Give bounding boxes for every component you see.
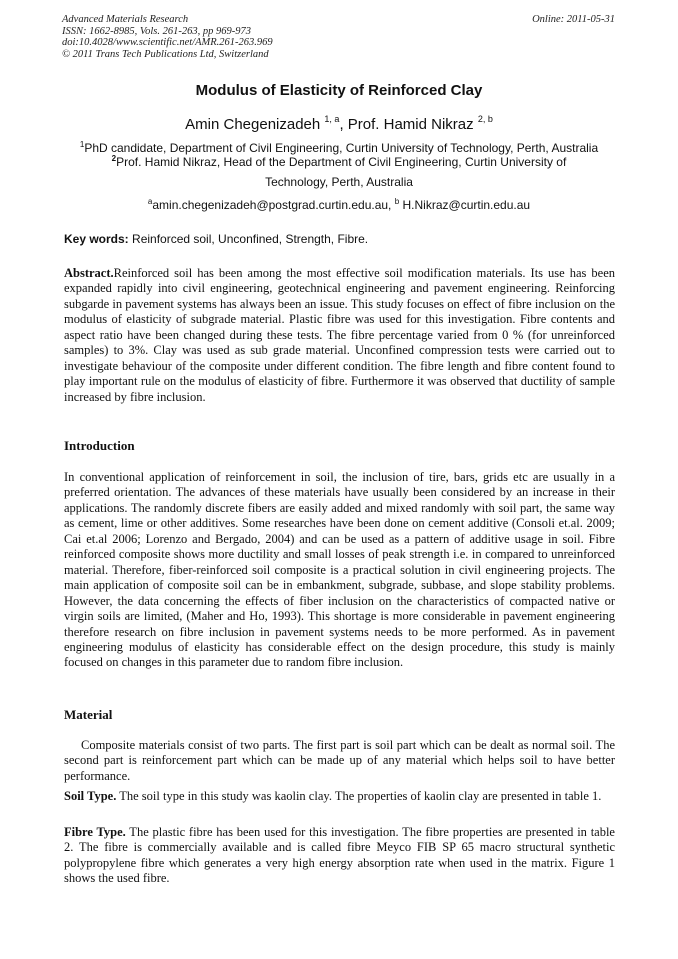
affiliation-1-text: PhD candidate, Department of Civil Engineering, Curtin University of Technology, Perth, Australia bbox=[84, 141, 599, 155]
fibre-type-label: Fibre Type. bbox=[64, 825, 126, 839]
introduction-paragraph: In conventional application of reinforcement in soil, the inclusion of tire, bars, grids etc are usually in a preferred orientation. The advances of these materials have usually been considered by an increase in their applications. The randomly discrete fibers are easily added and mixed randomly with soil part, the same way as cement, lime or other additives. Some researches have been done on cement additive (Consoli et.al. 2009; Cai et.al 2006; Lorenzo and Bergado, 2004) and can be used as a pattern of additive usage in soil. Fibre reinforced composite shows more ductility and small losses of peak strength i.e. in compared to unreinforced material. Therefore, fiber-reinforced soil composite is a practical solution in civil engineering projects. The main application of composite soil can be in embankment, subgrade, subbase, and slope stability problems. However, the data concerning the effects of fiber inclusion on the characteristics of compacted native or virgin soils are limited, (Maher and Ho, 1993). This shortage is more considerable in pavement engineering therefore research on fibre inclusion in pavement systems needs to be more performed. As in pavement engineering modulus of elasticity has considerable effect on the design procedure, this study is mainly focused on changes in this parameter due to random fibre inclusion. bbox=[64, 470, 615, 670]
affiliation-2 bbox=[0, 152, 678, 169]
affiliation-1-marker: 1 bbox=[79, 140, 85, 149]
abstract-label: Abstract. bbox=[64, 266, 114, 280]
email-a: amin.chegenizadeh@postgrad.curtin.edu.au, bbox=[152, 198, 395, 212]
author-1-affil: 1, a bbox=[324, 114, 340, 124]
affiliation-2-marker: 2 bbox=[111, 154, 117, 163]
paper-title: Modulus of Elasticity of Reinforced Clay bbox=[195, 82, 483, 99]
abstract-text: Reinforced soil has been among the most effective soil modification materials. Its use has been expanded rapidly into civil engineering, geotechnical engineering and pavement engineering. Reinforcing subgarde in pavement systems has always been an issue. This study focuses on effect of fibre inclusion on the modulus of elasticity of subgrade material. Plastic fibre was used for this investigation. Fibre contents and aspect ratio have been changed during these tests. The fibre percentage varied from 0 % (for unreinforced samples) to 3%. Clay was used as sub grade material. Unconfined compression tests were carried out to investigate behaviour of the composite under different condition. The fibre length and fibre content found to play important rule on the modulus of elasticity of fibre. Furthermore it was observed that ductility of sample increased by fibre inclusion. bbox=[64, 266, 615, 404]
fibre-type-paragraph bbox=[64, 825, 615, 887]
keywords bbox=[64, 232, 616, 246]
keywords-text: Reinforced soil, Unconfined, Strength, Fibre. bbox=[128, 232, 369, 246]
doi-line: doi:10.4028/www.scientific.net/AMR.261-263.969 bbox=[62, 37, 273, 48]
material-heading: Material bbox=[64, 707, 113, 722]
issn-line: ISSN: 1662-8985, Vols. 261-263, pp 969-973 bbox=[62, 25, 251, 37]
email-b-marker: b bbox=[394, 197, 400, 206]
copyright-line: © 2011 Trans Tech Publications Ltd, Switzerland bbox=[62, 48, 269, 60]
online-date: Online: 2011-05-31 bbox=[532, 14, 615, 25]
soil-type-text: The soil type in this study was kaolin clay. The properties of kaolin clay are presented in table 1. bbox=[116, 789, 602, 803]
material-paragraph: Composite materials consist of two parts. The first part is soil part which can be dealt as normal soil. The second part is reinforcement part which can be made up of any material which helps soil to have better performance. bbox=[64, 738, 615, 783]
affiliation-2-text-line1: Prof. Hamid Nikraz, Head of the Department of Civil Engineering, Curtin University of bbox=[116, 155, 567, 169]
author-2: Prof. Hamid Nikraz bbox=[347, 116, 474, 133]
soil-type-label: Soil Type. bbox=[64, 789, 117, 803]
introduction-heading: Introduction bbox=[64, 438, 135, 453]
author-2-affil: 2, b bbox=[477, 114, 493, 124]
email-a-marker: a bbox=[147, 197, 153, 206]
email-line bbox=[0, 195, 678, 212]
author-separator: , bbox=[339, 116, 348, 133]
author-1: Amin Chegenizadeh bbox=[185, 116, 321, 133]
email-b: H.Nikraz@curtin.edu.au bbox=[399, 198, 531, 212]
journal-name: Advanced Materials Research bbox=[62, 14, 189, 25]
affiliation-2-line2: Technology, Perth, Australia bbox=[265, 175, 413, 189]
keywords-label: Key words: bbox=[64, 232, 129, 246]
journal-header bbox=[62, 14, 615, 60]
author-line bbox=[0, 114, 678, 133]
abstract-paragraph bbox=[64, 266, 615, 405]
fibre-type-text: The plastic fibre has been used for this investigation. The fibre properties are presented in table 2. The fibre is commercially available and is called fibre Meyco FIB SP 65 macro structural synthetic polypropylene fibre which generates a very high energy absorption rate when used in the matrix. Figure 1 shows the used fibre. bbox=[64, 825, 615, 886]
soil-type-paragraph bbox=[64, 789, 615, 804]
